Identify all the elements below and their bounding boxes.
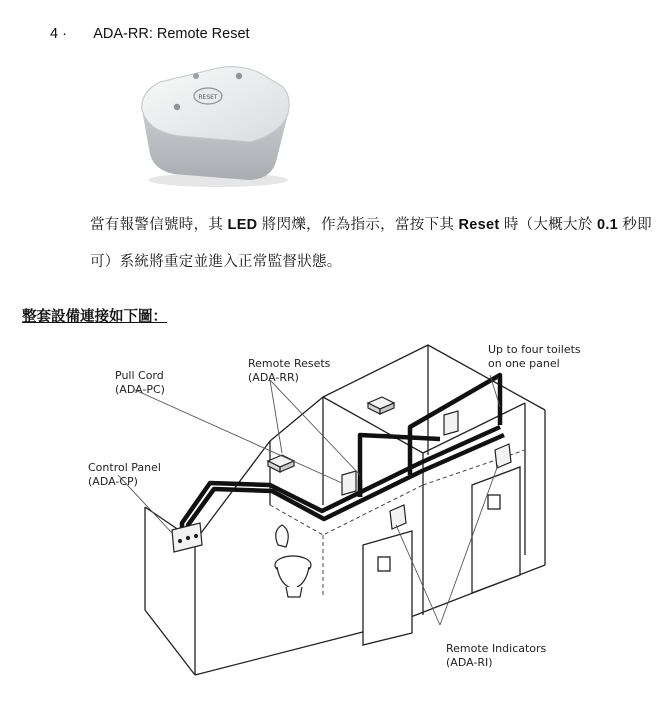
desc-text: 將閃爍，作為指示，當按下其: [257, 217, 459, 233]
label-up-to-four: Up to four toilets: [488, 343, 581, 356]
label-pull-cord-code: (ADA-PC): [115, 383, 165, 396]
floor-front: [195, 625, 390, 675]
pull-cord-device-1: [342, 471, 356, 495]
top-partition: [323, 397, 525, 453]
floor-right: [390, 565, 545, 625]
label-control-panel: Control Panel: [88, 461, 161, 474]
desc-text: 時（大概大於: [499, 217, 597, 233]
heading-number: 4 ·: [50, 26, 67, 42]
desc-text: 當有報警信號時，其: [90, 217, 228, 233]
door-1: [363, 531, 412, 645]
pull-cord-device-2: [444, 411, 458, 435]
label-control-panel-code: (ADA-CP): [88, 475, 138, 488]
description-line-2: 可）系統將重定並進入正常監督狀態。: [90, 254, 342, 270]
wiring: [182, 375, 504, 533]
desc-text: 秒即: [618, 217, 652, 233]
wiring-diagram: [60, 335, 600, 715]
section-heading: [50, 26, 250, 42]
desc-seconds: 0.1: [596, 217, 619, 233]
remote-indicator-device-1: [390, 505, 406, 529]
toilet-icon: [275, 525, 311, 597]
remote-indicator-device-2: [495, 444, 511, 468]
label-remote-resets: Remote Resets: [248, 357, 331, 370]
label-remote-indicators-code: (ADA-RI): [446, 656, 493, 669]
label-remote-resets-code: (ADA-RR): [248, 371, 299, 384]
label-remote-indicators: Remote Indicators: [446, 642, 547, 655]
reset-button-text: RESET: [198, 94, 218, 101]
label-pull-cord: Pull Cord: [115, 369, 164, 382]
heading-title: ADA-RR: Remote Reset: [93, 26, 250, 42]
desc-reset: Reset: [458, 217, 500, 233]
door-2: [472, 467, 520, 593]
label-one-panel: on one panel: [488, 357, 560, 370]
connection-section-title: 整套設備連接如下圖：: [22, 309, 167, 325]
desc-led: LED: [227, 217, 258, 233]
remote-reset-photo: [130, 62, 295, 192]
description-line-1: [90, 213, 652, 234]
